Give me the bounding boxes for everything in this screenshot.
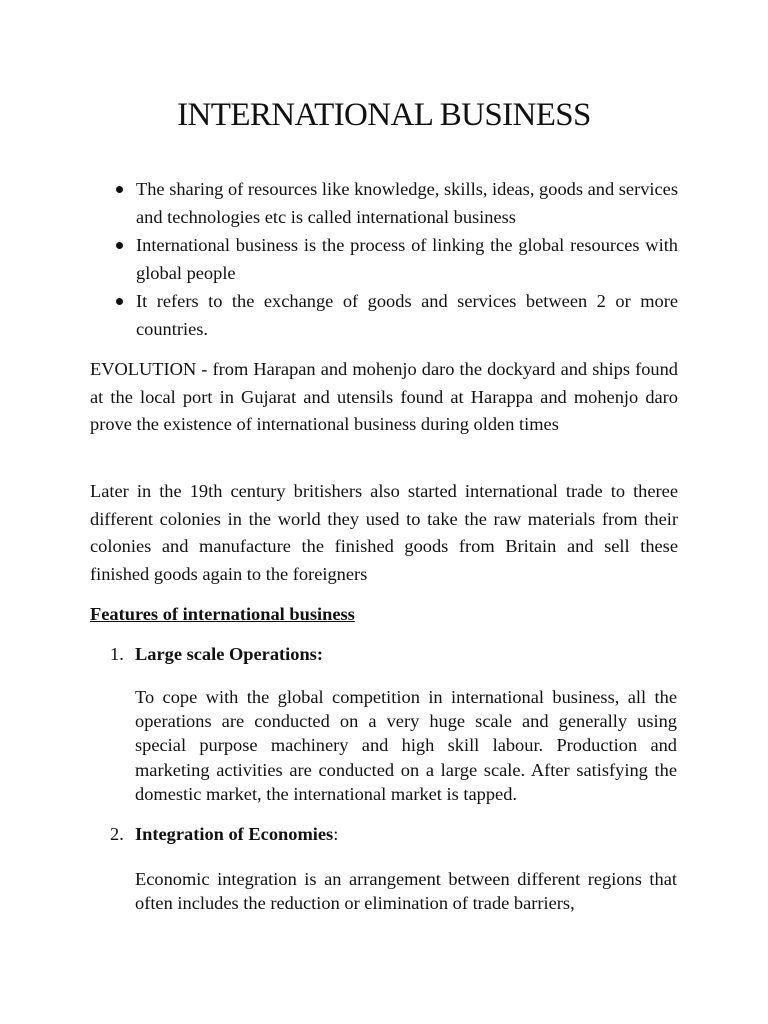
page-title: INTERNATIONAL BUSINESS — [177, 97, 591, 133]
feature-title — [110, 820, 338, 848]
feature-body: Economic integration is an arrangement between different regions that often includes the reduction or elimination of trade barriers, — [135, 869, 677, 914]
bullet-text: International business is the process of linking the global resources with global people — [136, 235, 678, 283]
feature-name: Large scale Operations: — [135, 644, 323, 664]
evolution-paragraph: EVOLUTION - from Harapan and mohenjo daro the dockyard and ships found at the local port in Gujarat and utensils found at Harappa and mohenjo daro prove the existence of international business during olden times — [90, 359, 678, 434]
feature-name: Integration of Economies — [135, 824, 334, 844]
feature-suffix: : — [333, 824, 339, 844]
features-heading: Features of international business — [90, 604, 355, 624]
bullet-text: It refers to the exchange of goods and services between 2 or more countries. — [136, 291, 678, 339]
bullet-item — [90, 287, 678, 343]
feature-title — [110, 640, 323, 668]
bullet-dot-icon — [116, 242, 123, 249]
bullet-item — [90, 175, 678, 231]
bullet-text: The sharing of resources like knowledge, skills, ideas, goods and services and technologies etc is called international business — [136, 179, 678, 227]
bullet-item — [90, 231, 678, 287]
feature-number: 1. — [110, 644, 124, 664]
feature-body: To cope with the global competition in international business, all the operations are conducted on a very huge scale and generally using special purpose machinery and high skill labour. Production and marketing activities are conducted on a large scale. After satisfying the domestic market, the international market is tapped. — [135, 687, 677, 804]
feature-number: 2. — [110, 824, 124, 844]
bullet-dot-icon — [116, 186, 123, 193]
history-paragraph: Later in the 19th century britishers also started international trade to theree different colonies in the world they used to take the raw materials from their colonies and manufacture the finished goods from Britain and sell these finished goods again to the foreigners — [90, 481, 678, 584]
bullet-dot-icon — [116, 298, 123, 305]
intro-bullet-list — [90, 175, 678, 343]
